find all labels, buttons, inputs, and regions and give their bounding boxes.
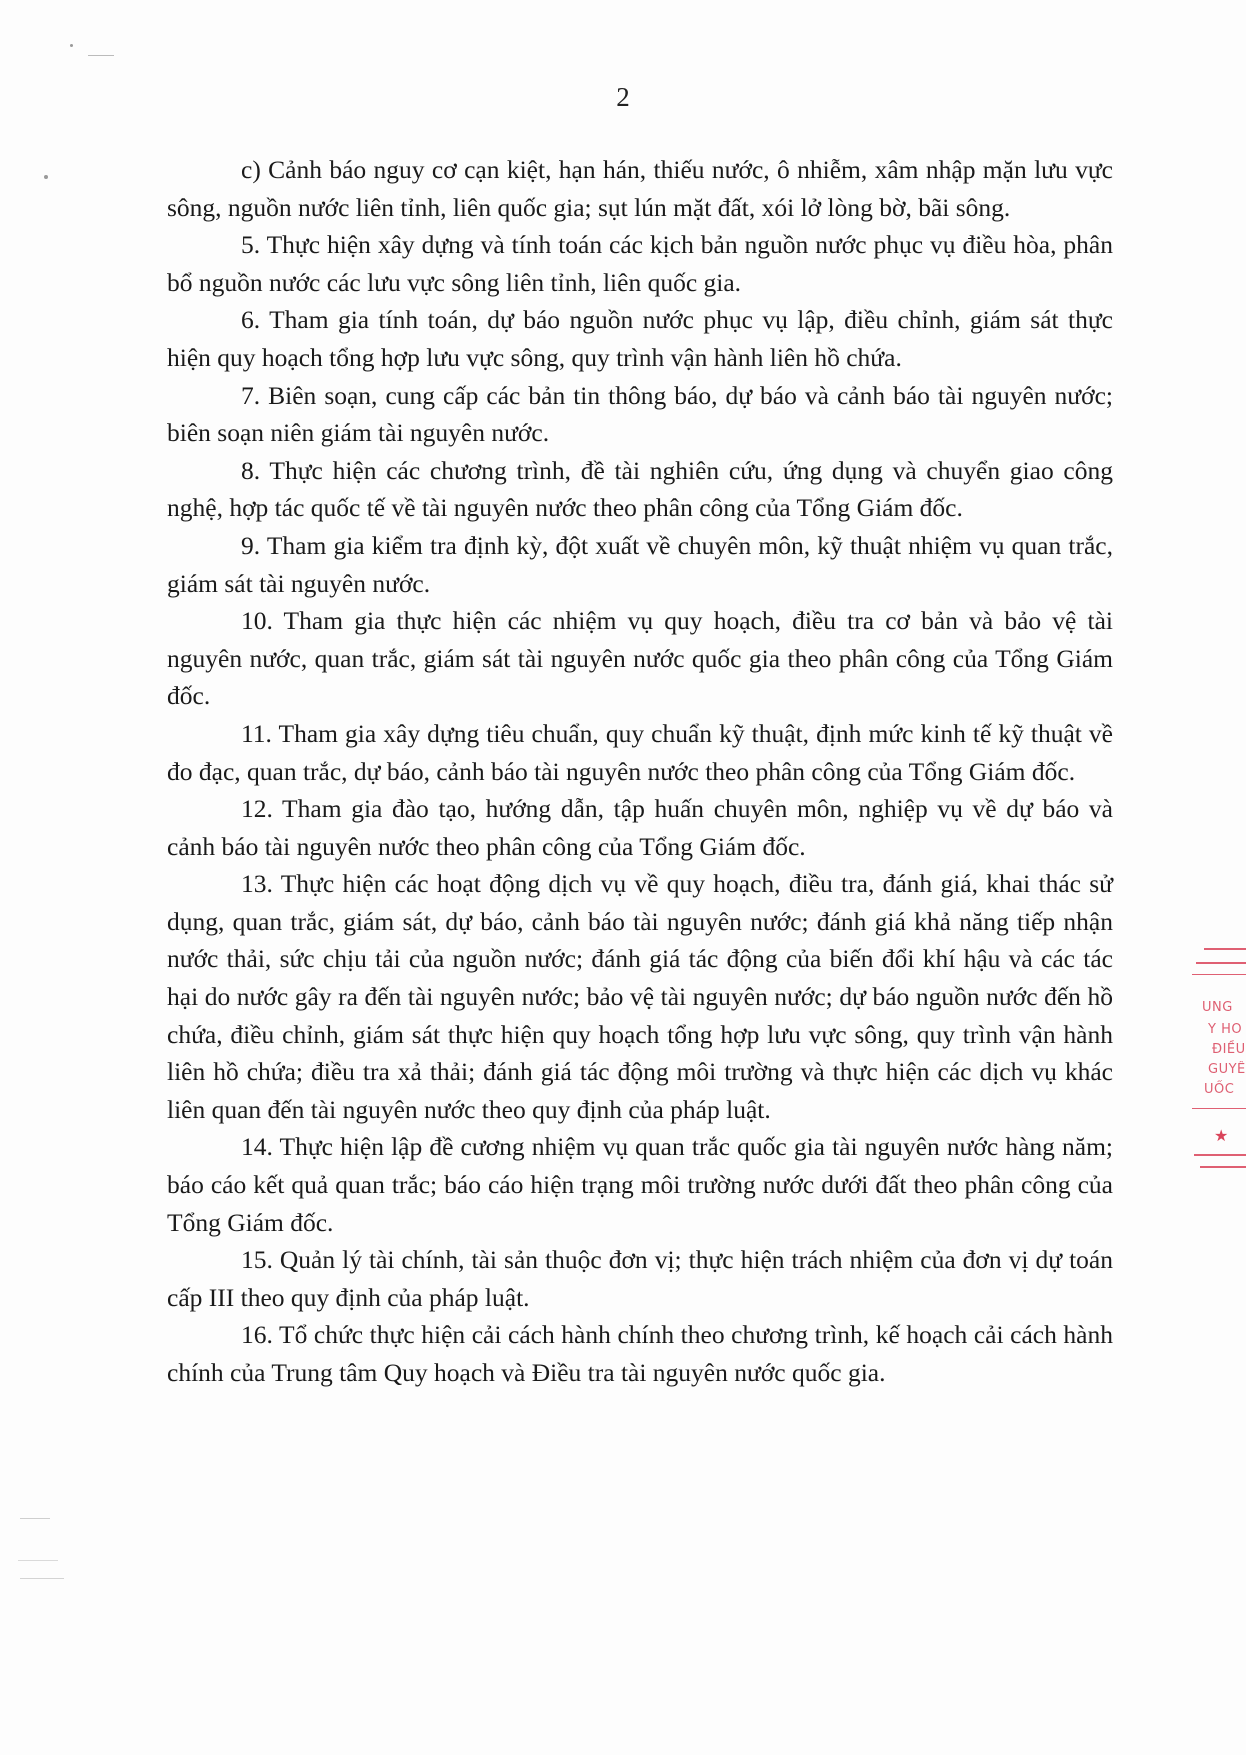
- red-seal-stamp: [1190, 948, 1246, 1178]
- scan-speck: [44, 175, 48, 179]
- stamp-text-fragment: UỐC: [1204, 1082, 1235, 1097]
- document-body: [167, 151, 1113, 1392]
- paragraph-6: 6. Tham gia tính toán, dự báo nguồn nước phục vụ lập, điều chỉnh, giám sát thực hiện quy hoạch tổng hợp lưu vực sông, quy trình vận hành liên hồ chứa.: [167, 305, 1113, 372]
- star-icon: ★: [1214, 1126, 1229, 1145]
- paragraph-7: 7. Biên soạn, cung cấp các bản tin thông báo, dự báo và cảnh báo tài nguyên nước; biên soạn niên giám tài nguyên nước.: [167, 380, 1113, 448]
- paragraph-11: 11. Tham gia xây dựng tiêu chuẩn, quy chuẩn kỹ thuật, định mức kinh tế kỹ thuật về đo đạc, quan trắc, dự báo, cảnh báo tài nguyên nước theo phân công của Tổng Giám đốc.: [167, 718, 1113, 786]
- stamp-border-line: [1196, 962, 1246, 964]
- paragraph-8: 8. Thực hiện các chương trình, đề tài nghiên cứu, ứng dụng và chuyển giao công nghệ, hợp tác quốc tế về tài nguyên nước theo phân công của Tổng Giám đốc.: [167, 455, 1113, 523]
- stamp-text-fragment: UNG: [1202, 1000, 1233, 1015]
- scan-mark: [18, 1560, 58, 1561]
- paragraph-12: 12. Tham gia đào tạo, hướng dẫn, tập huấn chuyên môn, nghiệp vụ về dự báo và cảnh báo tài nguyên nước theo phân công của Tổng Giám đốc.: [167, 794, 1113, 861]
- stamp-border-line: [1192, 974, 1246, 975]
- scan-speck: [70, 44, 73, 47]
- stamp-border-line: [1192, 1108, 1246, 1109]
- scan-mark: [20, 1578, 64, 1579]
- paragraph-16: 16. Tổ chức thực hiện cải cách hành chính theo chương trình, kế hoạch cải cách hành chính của Trung tâm Quy hoạch và Điều tra tài nguyên nước quốc gia.: [167, 1320, 1113, 1387]
- scan-mark: [88, 55, 114, 56]
- stamp-border-line: [1200, 1166, 1246, 1168]
- paragraph-15: 15. Quản lý tài chính, tài sản thuộc đơn vị; thực hiện trách nhiệm của đơn vị dự toán cấp III theo quy định của pháp luật.: [167, 1245, 1113, 1312]
- stamp-text-fragment: GUYÊ: [1208, 1062, 1246, 1077]
- stamp-text-fragment: ĐIỀU: [1212, 1042, 1246, 1057]
- paragraph-10: 10. Tham gia thực hiện các nhiệm vụ quy hoạch, điều tra cơ bản và bảo vệ tài nguyên nước, quan trắc, giám sát tài nguyên nước quốc gia theo phân công của Tổng Giám đốc.: [167, 606, 1113, 711]
- stamp-border-line: [1194, 1154, 1246, 1156]
- paragraph-14: 14. Thực hiện lập đề cương nhiệm vụ quan trắc quốc gia tài nguyên nước hàng năm; báo cáo kết quả quan trắc; báo cáo hiện trạng môi trường nước dưới đất theo phân công của Tổng Giám đốc.: [167, 1132, 1113, 1237]
- paragraph-5: 5. Thực hiện xây dựng và tính toán các kịch bản nguồn nước phục vụ điều hòa, phân bổ nguồn nước các lưu vực sông liên tỉnh, liên quốc gia.: [167, 230, 1113, 297]
- paragraph-13: 13. Thực hiện các hoạt động dịch vụ về quy hoạch, điều tra, đánh giá, khai thác sử dụng, quan trắc, giám sát, dự báo, cảnh báo tài nguyên nước; đánh giá khả năng tiếp nhận nước thải, sức chịu tải của nguồn nước; đánh giá tác động của biến đổi khí hậu và các tác hại do nước gây ra đến tài nguyên nước; bảo vệ tài nguyên nước; dự báo nguồn nước đến hồ chứa, điều chỉnh, giám sát thực hiện quy hoạch tổng hợp lưu vực sông, quy trình vận hành liên hồ chứa; điều tra xả thải; đánh giá tác động môi trường và thực hiện các dịch vụ khác liên quan đến tài nguyên nước theo quy định của pháp luật.: [167, 869, 1113, 1124]
- stamp-border-line: [1204, 948, 1246, 950]
- paragraph-c: c) Cảnh báo nguy cơ cạn kiệt, hạn hán, thiếu nước, ô nhiễm, xâm nhập mặn lưu vực sông, nguồn nước liên tỉnh, liên quốc gia; sụt lún mặt đất, xói lở lòng bờ, bãi sông.: [167, 155, 1113, 222]
- page-number: 2: [616, 82, 630, 112]
- paragraph-9: 9. Tham gia kiểm tra định kỳ, đột xuất về chuyên môn, kỹ thuật nhiệm vụ quan trắc, giám sát tài nguyên nước.: [167, 530, 1113, 598]
- scan-mark: [20, 1518, 50, 1519]
- stamp-text-fragment: Y HO: [1208, 1022, 1243, 1037]
